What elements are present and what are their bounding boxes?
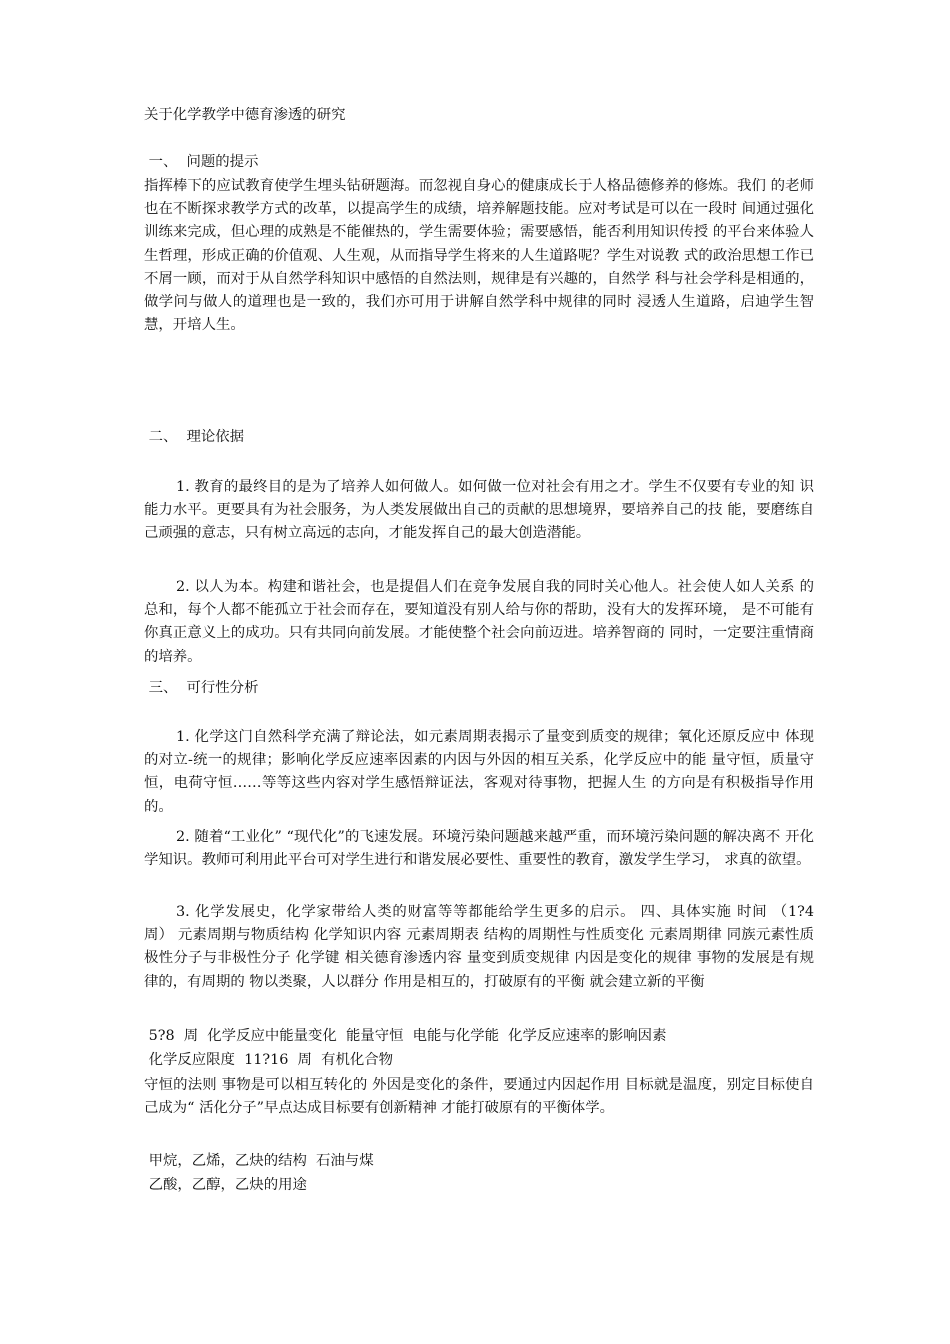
section-3-item-3: 3. 化学发展史，化学家带给人类的财富等等都能给学生更多的启示。 四、具体实施 时间 （1?4 周） 元素周期与物质结构 化学知识内容 元素周期表 结构的周期性与性质变化 元素周期律 同族元素性质 极性分子与非极性分子 化学键 相关德育渗透内容 量变到质变规律 内因是变化的规律 事物的发展是有规律的，有周期的 物以类聚，人以群分 作用是相互的，打破原有的平衡 就会建立新的平衡 (144, 904, 814, 990)
document-title: 关于化学教学中德育渗透的研究 (144, 107, 346, 123)
section-2-item-1: 1. 教育的最终目的是为了培养人如何做人。如何做一位对社会有用之才。学生不仅要有专业的知 识能力水平。更要具有为社会服务，为人类发展做出自己的贡献的思想境界，要培养自己的技 能，要磨练自己顽强的意志，只有树立高远的志向，才能发挥自己的最大创造潜能。 (144, 479, 814, 542)
section-2-item-2: 2. 以人为本。构建和谐社会，也是提倡人们在竞争发展自我的同时关心他人。社会使人如人关系 的总和，每个人都不能孤立于社会而存在，要知道没有别人给与你的帮助，没有大的发挥环境， 是不可能有你真正意义上的成功。只有共同向前发展。才能使整个社会向前迈进。培养智商的 同时，一定要注重情商的培养。 (144, 579, 814, 665)
section-3-item-2: 2. 随着“工业化” “现代化”的飞速发展。环境污染问题越来越严重，而环境污染问题的解决离不 开化学知识。教师可利用此平台可对学生进行和谐发展必要性、重要性的教育，激发学生学习， 求真的欲望。 (144, 829, 814, 869)
section-heading-2: 二、 理论依据 (144, 429, 245, 445)
tail-paragraph: 守恒的法则 事物是可以相互转化的 外因是变化的条件，要通过内因起作用 目标就是温度，别定目标使自己成为“ 活化分子”早点达成目标要有创新精神 才能打破原有的平衡体学。 (144, 1077, 814, 1117)
section-heading-1: 一、 问题的提示 (144, 154, 259, 170)
section-3-item-1: 1. 化学这门自然科学充满了辩论法，如元素周期表揭示了量变到质变的规律；氧化还原反应中 体现的对立-统一的规律；影响化学反应速率因素的内因与外因的相互关系，化学反应中的能 量守恒，质量守恒，电荷守恒……等等这些内容对学生感悟辩证法，客观对待事物，把握人生 的方向是有积极指导作用的。 (144, 729, 814, 815)
schedule-line-1: 5?8 周 化学反应中能量变化 能量守恒 电能与化学能 化学反应速率的影响因素 (144, 1028, 667, 1044)
schedule-line-4: 乙酸，乙醇，乙炔的用途 (144, 1177, 307, 1193)
section-1-paragraph: 指挥棒下的应试教育使学生埋头钻研题海。而忽视自身心的健康成长于人格品德修养的修炼。我们 的老师也在不断探求教学方式的改革，以提高学生的成绩，培养解题技能。应对考试是可以在一段时 间通过强化训练来完成，但心理的成熟是不能催热的，学生需要体验；需要感悟，能否利用知识传授 的平台来体验人生哲理，形成正确的价值观、人生观，从而指导学生将来的人生道路呢？学生对说教 式的政治思想工作已不屑一顾，而对于从自然学科知识中感悟的自然法则，规律是有兴趣的，自然学 科与社会学科是相通的，做学问与做人的道理也是一致的，我们亦可用于讲解自然学科中规律的同时 浸透人生道路，启迪学生智慧，开培人生。 (144, 178, 814, 334)
schedule-line-2: 化学反应限度 11?16 周 有机化合物 (144, 1052, 394, 1068)
schedule-line-3: 甲烷，乙烯，乙炔的结构 石油与煤 (144, 1153, 374, 1169)
section-heading-3: 三、 可行性分析 (144, 680, 259, 696)
